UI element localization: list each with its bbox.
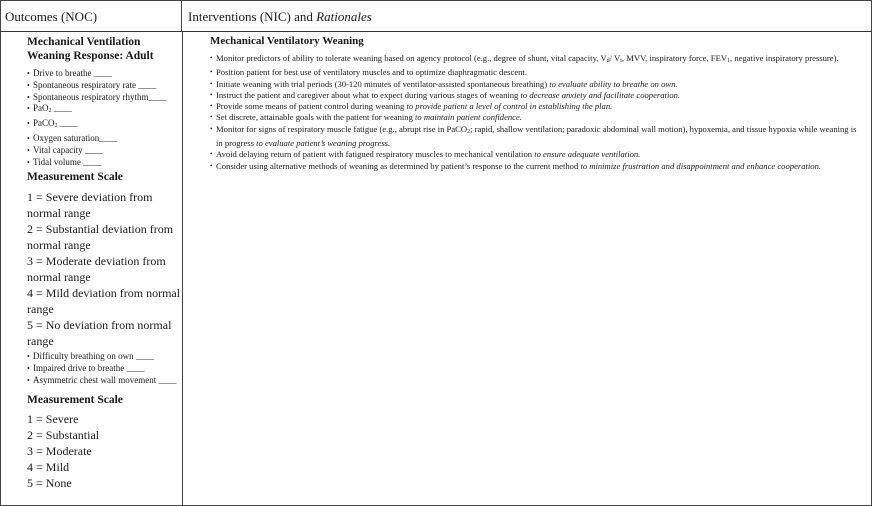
pao2-blank: ____ [51, 103, 72, 114]
list-item: 2 = Substantial deviation from normal range [27, 222, 174, 253]
subscript: d [606, 58, 610, 64]
intervention-list [210, 53, 865, 172]
outcomes-header [1, 1, 182, 32]
measurement-scale-list [27, 189, 182, 349]
item-text: Provide some means of patient control during weaning [216, 101, 407, 112]
item-rationale: to provide patient a level of control in establishing the plan. [406, 101, 613, 112]
item-text: Monitor predictors of ability to tolerate weaning based on agency protocol (e.g., degree of shunt, vital capacity, V [216, 53, 607, 63]
list-item: • Impaired drive to breathe ____ [27, 363, 182, 375]
item-rationale: to evaluate patient’s weaning progress. [256, 138, 391, 149]
rationales-header-label: Rationales [316, 9, 372, 24]
list-item: • Difficulty breathing on own ____ [27, 351, 182, 363]
item-text: Instruct the patient and caregiver about what to expect during various stages of weaning [216, 89, 521, 100]
item-text: / V [609, 53, 621, 63]
subscript: t [620, 58, 622, 64]
list-item: • Drive to breathe ____ [27, 68, 182, 80]
outcome-title: Mechanical Ventilation Weaning Response: Adult [27, 36, 154, 62]
list-item [27, 118, 182, 133]
list-item: 4 = Mild deviation from normal range [27, 286, 181, 317]
item-text: Set discrete, attainable goals with the patient for weaning [216, 112, 416, 123]
list-item [27, 103, 182, 118]
list-item: 4 = Mild [27, 459, 70, 474]
list-item: • Spontaneous respiratory rhythm____ [27, 92, 182, 104]
measurement-scale-title-2: Measurement Scale [27, 393, 123, 406]
item-text: Avoid delaying return of patient with fatigued respiratory muscles to mechanical ventilation [216, 149, 535, 160]
item-rationale: to ensure adequate ventilation. [534, 149, 641, 160]
item-rationale: to evaluate ability to breathe on own. [549, 78, 678, 89]
paco2-blank: ____ [57, 118, 78, 129]
item-text: , MVV, inspiratory force, FEV [621, 53, 728, 63]
list-item: 2 = Substantial [27, 427, 100, 442]
list-item: 1 = Severe [27, 411, 79, 426]
list-item [210, 79, 865, 90]
list-item: 3 = Moderate [27, 443, 92, 458]
item-text: Monitor for signs of respiratory muscle fatigue (e.g., abrupt rise in PaCO [216, 123, 468, 134]
item-text: Consider using alternative methods of weaning as determined by patient’s response to the current method [216, 160, 581, 171]
list-item: 5 = None [27, 475, 72, 490]
interventions-header-label: Interventions (NIC) and [188, 9, 313, 24]
pao2-label: PaO [33, 103, 49, 114]
subscript: 2 [467, 128, 471, 135]
list-item [210, 149, 865, 160]
interventions-column [210, 35, 865, 172]
item-text: Initiate weaning with trial periods (30-120 minutes of ventilator-assisted spontaneous breathing) [216, 78, 550, 89]
subscript: 1 [727, 58, 731, 64]
list-item [210, 53, 865, 67]
list-item [210, 124, 865, 150]
item-rationale: to maintain patient confidence. [415, 112, 522, 123]
list-item: 3 = Moderate deviation from normal range [27, 254, 166, 285]
list-item: • Tidal volume ____ [27, 157, 182, 169]
list-item [210, 101, 865, 112]
list-item: • Vital capacity ____ [27, 145, 182, 157]
outcomes-column [27, 35, 182, 491]
measurement-scale-list-2 [27, 411, 182, 491]
item-rationale: to minimize frustration and disappointment and enhance cooperation. [580, 160, 822, 171]
list-item: 5 = No deviation from normal range [27, 318, 172, 349]
item-text: ; rapid, shallow ventilation; paradoxic abdominal wall motion), hypoxemia, and tissue hypoxia while weaning is in progress [216, 123, 857, 149]
item-rationale: to decrease anxiety and facilitate cooperation. [520, 89, 681, 100]
interventions-header [182, 1, 372, 31]
list-item [210, 161, 865, 172]
list-item: • Oxygen saturation____ [27, 133, 182, 145]
paco2-label: PaCO [33, 118, 55, 129]
table-header [1, 1, 871, 32]
indicator-list [27, 68, 182, 168]
list-item [210, 112, 865, 123]
list-item [210, 90, 865, 101]
list-item: • Spontaneous respiratory rate ____ [27, 80, 182, 92]
list-item: 1 = Severe deviation from normal range [27, 190, 153, 221]
indicator-list-2 [27, 351, 182, 386]
subscript: 2 [48, 108, 52, 115]
list-item: • Asymmetric chest wall movement ____ [27, 375, 182, 387]
measurement-scale-title: Measurement Scale [27, 171, 123, 184]
subscript: 2 [54, 123, 58, 130]
item-text: Position patient for best use of ventilatory muscles and to optimize diaphragmatic descent. [216, 67, 527, 78]
item-text: , negative inspiratory pressure). [730, 53, 839, 63]
intervention-title: Mechanical Ventilatory Weaning [210, 35, 364, 47]
column-divider [182, 32, 183, 505]
list-item [210, 67, 865, 78]
outcomes-header-label: Outcomes (NOC) [5, 9, 98, 24]
